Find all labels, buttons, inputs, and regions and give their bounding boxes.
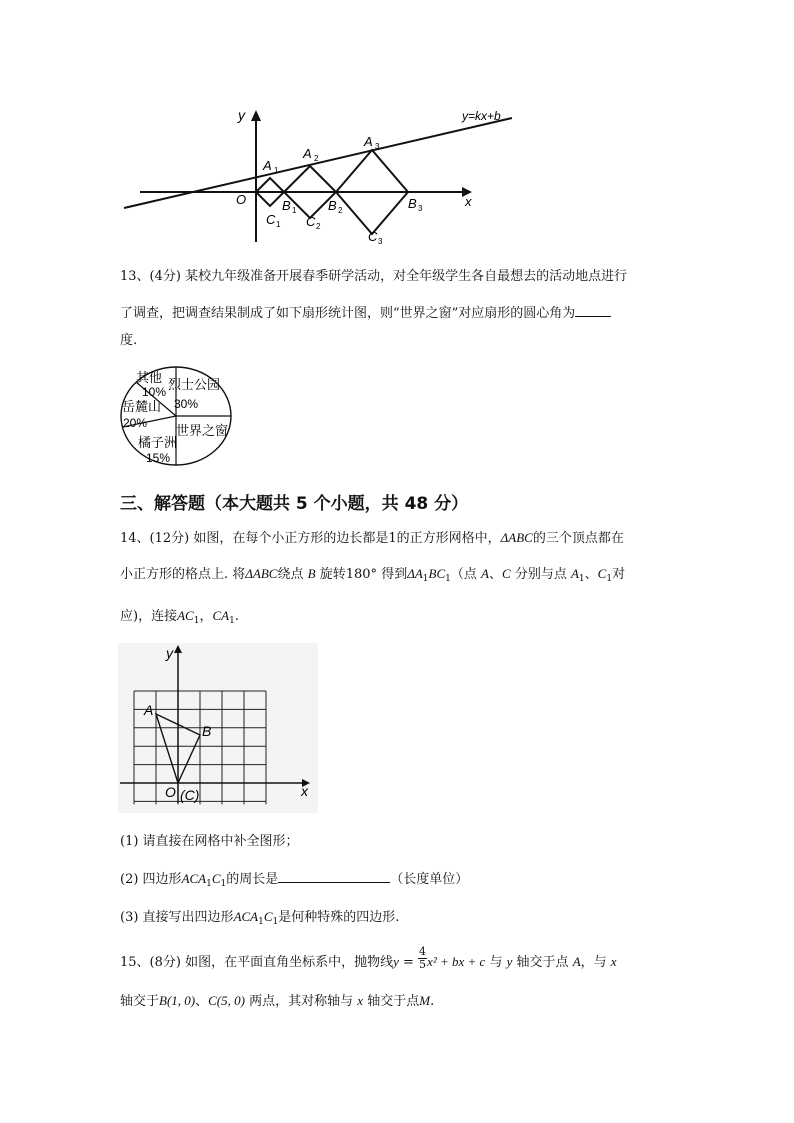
label-y: y <box>238 107 245 123</box>
q15-line1: 15、(8分) 如图，在平面直角坐标系中，抛物线y = $\frac{4}{5}$ x² + bx + c 与 y 轴交于点 A，与 x <box>120 945 617 971</box>
y-axis-arrow <box>251 110 261 121</box>
label-A1: A <box>263 158 272 173</box>
answer-blank-q13[interactable] <box>575 304 611 317</box>
section-3-heading: 三、解答题（本大题共 5 个小题，共 48 分） <box>120 494 469 514</box>
q15-x-var: x <box>610 954 617 969</box>
q15-B: B(1, 0) <box>159 993 196 1008</box>
q14-A1: A <box>570 566 579 581</box>
q14-line1 <box>120 531 680 546</box>
q14-p3c: . <box>234 609 239 624</box>
q14-sub2c: （长度单位） <box>390 872 469 887</box>
q15-frac-den: 5 <box>419 958 427 971</box>
q14-tri-2: ΔABC <box>245 566 278 581</box>
q14-sub-1c: 1 <box>578 574 585 584</box>
q14-sub3 <box>120 910 680 929</box>
label-B2-sub: 2 <box>338 206 343 215</box>
q15-frac-num: 4 <box>419 945 427 958</box>
q14-tri-rot-b: BC <box>428 566 446 581</box>
pie-value-3: 20% <box>123 416 148 430</box>
pie-label-3: 岳麓山 <box>122 399 162 414</box>
q14-AC1: AC <box>177 608 194 623</box>
label-C2-sub: 2 <box>316 222 321 231</box>
q14-sub2b: 的周长是 <box>226 872 279 887</box>
q14-p2h: 、 <box>584 567 598 582</box>
q14-sub3a: (3) 直接写出四边形 <box>120 910 234 925</box>
q14-p2c: 旋转 <box>319 567 346 582</box>
q14-C1: C <box>597 566 607 581</box>
label-C1: C <box>266 212 276 227</box>
label-C3: C <box>368 229 378 244</box>
q14-p2g: 分别与点 <box>514 567 567 582</box>
grid-label-y: y <box>166 645 173 661</box>
q14-quad-sub3: 1 <box>258 917 264 927</box>
label-B2: B <box>328 198 337 213</box>
pie-value-4: 10% <box>142 385 167 399</box>
q14-deg: 180° <box>345 567 378 582</box>
pie-value-2: 15% <box>146 451 171 465</box>
q14-sub-1a: 1 <box>422 574 429 584</box>
label-line: y=kx+b <box>462 109 501 123</box>
q14-sub3b: 是何种特殊的四边形. <box>278 910 400 925</box>
label-A1-sub: 1 <box>274 166 279 175</box>
q15-l1c: 轴交于点 <box>516 955 569 970</box>
q15-eq-rest: x² + bx + c <box>427 954 486 969</box>
q14-CA1: CA <box>212 608 230 623</box>
q15-l2c: 两点，其对称轴与 <box>249 994 354 1009</box>
q13-line3: 度. <box>120 333 138 348</box>
q14-line2 <box>120 567 680 586</box>
q14-p2f: 、 <box>488 567 502 582</box>
pie-value-0: 30% <box>174 397 199 411</box>
q15-l2b: 、 <box>195 994 209 1009</box>
label-B3: B <box>408 196 417 211</box>
grid-label-O: O <box>165 784 176 800</box>
q14-sub2a: (2) 四边形 <box>120 872 182 887</box>
grid-label-A: A <box>144 702 154 718</box>
q14-sub-1d: 1 <box>606 574 613 584</box>
grid-diagram <box>118 643 318 813</box>
q15-A: A <box>572 954 581 969</box>
q15-line2 <box>120 994 680 1009</box>
label-B1-sub: 1 <box>292 206 297 215</box>
q14-quad-a: ACA <box>181 871 207 886</box>
label-A2-sub: 2 <box>314 154 319 163</box>
q14-p2e: （点 <box>450 567 477 582</box>
label-origin: O <box>236 192 247 207</box>
q14-quad-sub2: 1 <box>220 879 227 889</box>
q14-p1: 14、(12分) 如图，在每个小正方形的边长都是1的正方形网格中， <box>120 531 501 546</box>
q14-sub-1b: 1 <box>445 574 451 584</box>
q14-tri: ΔABC <box>500 530 533 545</box>
grid-label-x: x <box>301 783 308 799</box>
q15-y-var: y <box>506 954 513 969</box>
q15-x2: x <box>357 993 364 1008</box>
grid-label-C: (C) <box>180 787 200 803</box>
answer-blank-q14[interactable] <box>278 870 390 883</box>
q15-l1a: 15、(8分) 如图，在平面直角坐标系中，抛物线 <box>120 955 394 970</box>
q14-p3a: 应)，连接 <box>120 609 178 624</box>
q15-l1d: ，与 <box>580 955 607 970</box>
q13-line2-text: 了调查，把调查结果制成了如下扇形统计图，则“世界之窗”对应扇形的圆心角为 <box>120 306 576 321</box>
q14-tri-rot-a: ΔA <box>407 566 423 581</box>
q14-p1b: 的三个顶点都在 <box>532 531 624 546</box>
q14-B: B <box>307 566 316 581</box>
q13-line2 <box>120 304 680 321</box>
q14-A: A <box>481 566 489 581</box>
q15-l2e: . <box>430 994 435 1009</box>
label-C2: C <box>306 214 316 229</box>
pie-label-1: 世界之窗 <box>176 423 229 438</box>
pie-label-0: 烈士公园 <box>168 377 221 392</box>
label-A3-sub: 3 <box>375 142 380 151</box>
label-B1: B <box>282 198 291 213</box>
q14-quad-b: C <box>211 871 221 886</box>
q14-quad-b-2: C <box>263 909 273 924</box>
q14-p2b: 绕点 <box>277 567 304 582</box>
pie-label-2: 橘子洲 <box>138 435 178 450</box>
q15-C: C(5, 0) <box>208 993 245 1008</box>
label-x: x <box>465 194 472 209</box>
label-A2: A <box>303 146 312 161</box>
label-A3: A <box>364 134 373 149</box>
label-B3-sub: 3 <box>418 204 423 213</box>
q14-p2i: 对 <box>612 567 626 582</box>
label-C1-sub: 1 <box>276 220 281 229</box>
q14-quad-sub4: 1 <box>272 917 279 927</box>
q14-sub-1e: 1 <box>193 616 200 626</box>
q15-y: y <box>393 954 399 969</box>
q15-l1b: 与 <box>489 955 503 970</box>
q14-p3b: ， <box>199 609 213 624</box>
fig12-diagram <box>120 100 530 250</box>
q14-C: C <box>502 566 511 581</box>
pie-chart <box>118 364 238 470</box>
q14-sub1: (1) 请直接在网格中补全图形； <box>120 834 299 849</box>
label-C3-sub: 3 <box>378 237 383 246</box>
q14-sub2 <box>120 870 680 891</box>
q14-p2d: 得到 <box>381 567 408 582</box>
q14-p2a: 小正方形的格点上. 将 <box>120 567 246 582</box>
q15-l2a: 轴交于 <box>120 994 160 1009</box>
q15-M: M <box>419 993 431 1008</box>
grid-label-B: B <box>202 723 212 739</box>
pie-label-4: 其他 <box>136 370 163 385</box>
q13-line1: 13、(4分) 某校九年级准备开展春季研学活动，对全年级学生各自最想去的活动地点进行 <box>120 269 628 284</box>
q14-quad-a-2: ACA <box>233 909 259 924</box>
q14-quad-sub1: 1 <box>206 879 212 889</box>
q14-line3 <box>120 609 680 628</box>
line-kx-b <box>124 118 512 208</box>
q15-l2d: 轴交于点 <box>367 994 420 1009</box>
q15-fraction <box>418 946 427 971</box>
q14-sub-1f: 1 <box>229 616 235 626</box>
